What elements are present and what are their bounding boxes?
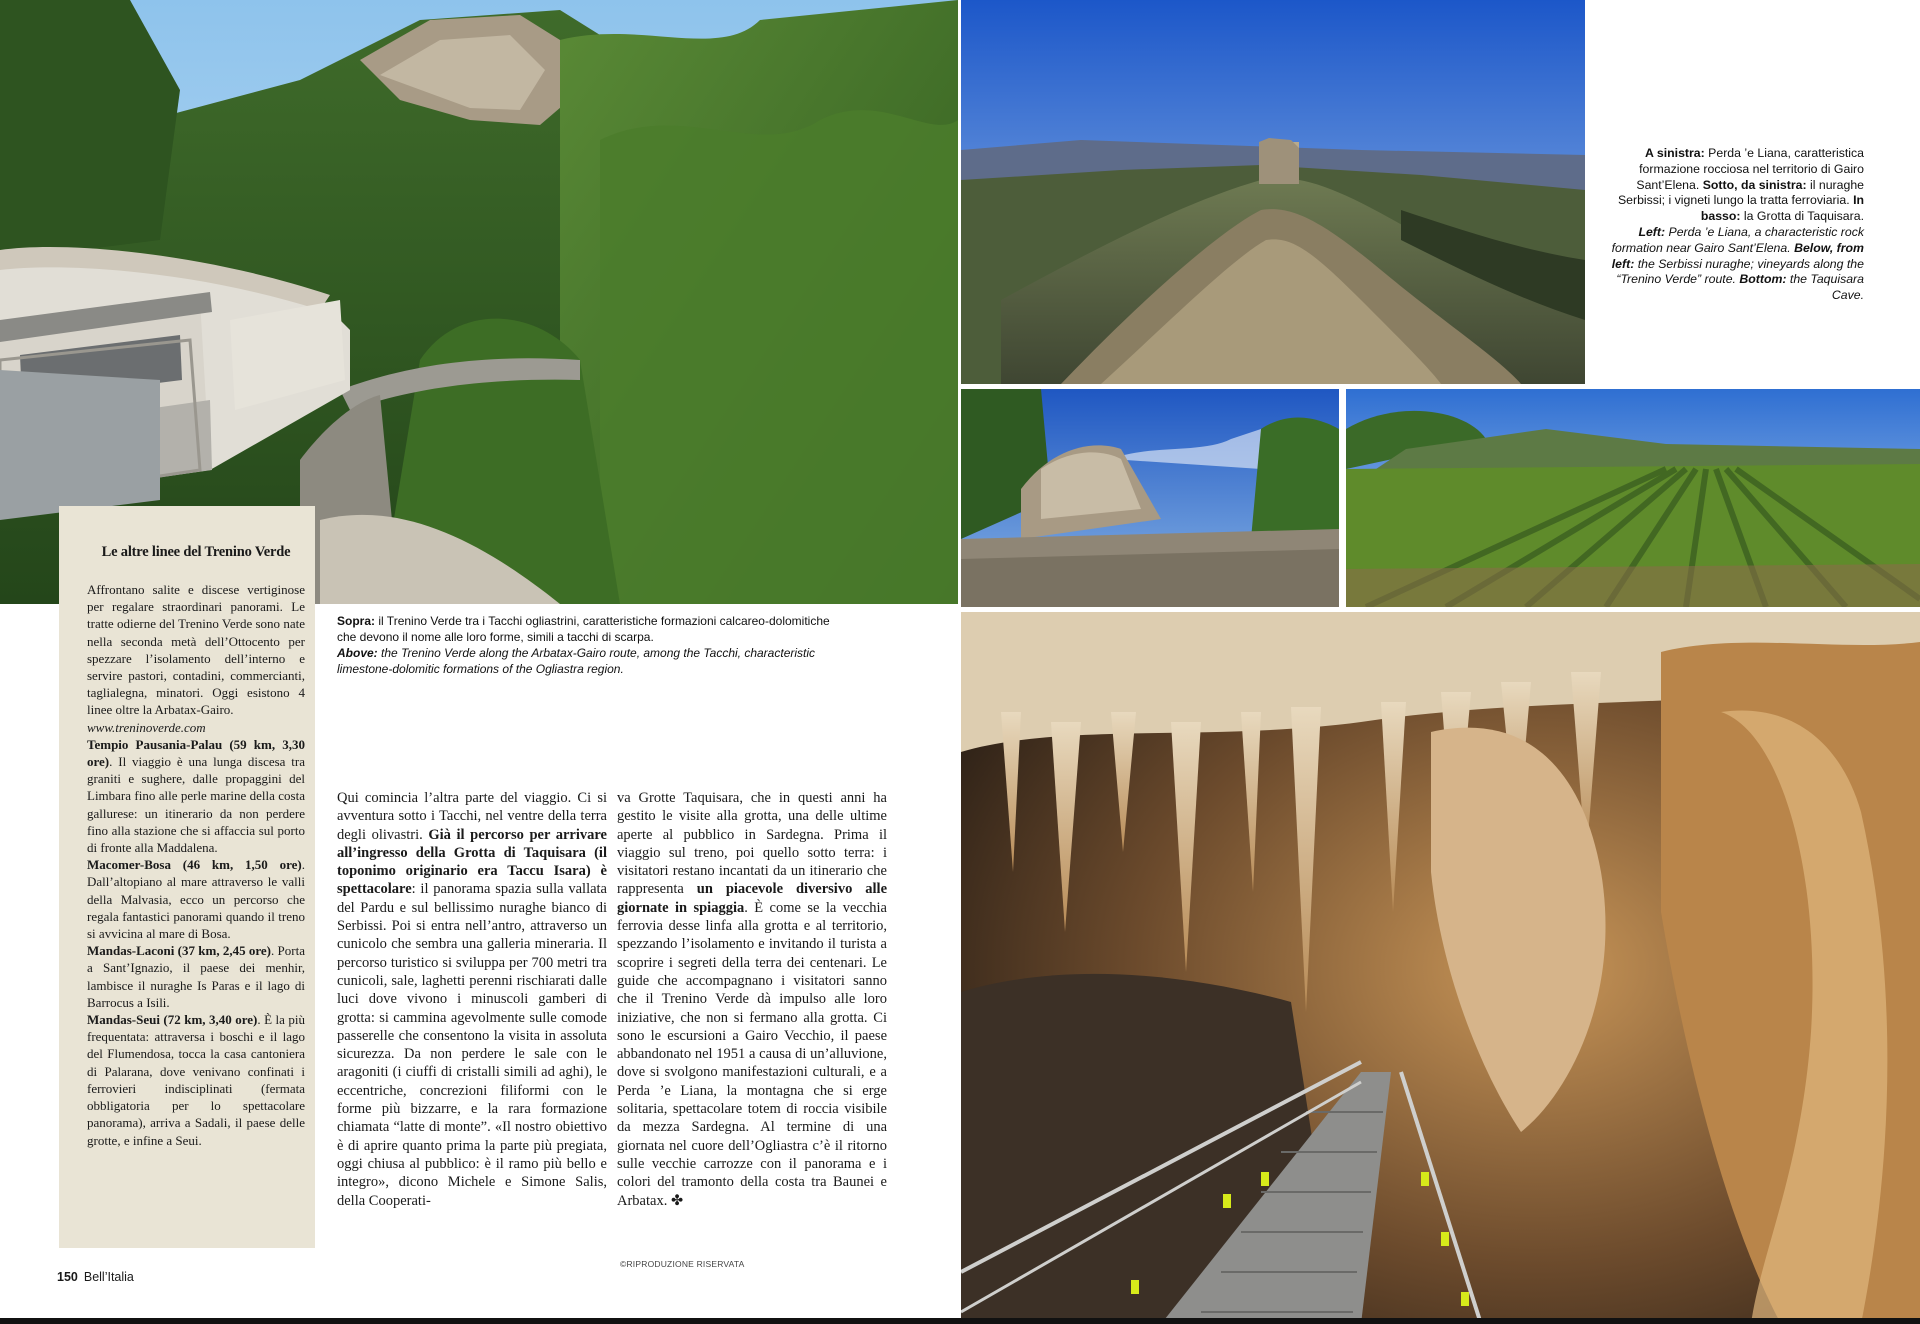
article-text: . È come se la vecchia ferrovia desse linfa alla grotta e al territorio, spezzando l’isolamento e invitando il turista a scoprire i segreti della terra dei centenari. Le guide che accompagnano i visitatori sanno che il Trenino Verde dà impulso alle loro iniziative, che non si fermano alla grotta. Ci sono le escursioni a Gairo Vecchio, il paese abbandonato nel 1951 a causa di un’alluvione, dove si svolgono manifestazioni culturali, e a Perda ’e Liana, la montagna che si erge solitaria, spettacolare totem di roccia visibile da mezza Sardegna. Al termine di una giornata nel cuore dell’Ogliastra c’è il ritorno sulle vecchie carrozze con il panorama e i colori del tramonto della costa tra Baunei e Arbatax. ✤	[617, 899, 887, 1209]
caption-text-en: the Trenino Verde along the Arbatax-Gairo route, among the Tacchi, characteristic limestone-dolomitic formations of the Ogliastra region.	[337, 646, 816, 676]
caption-text: il nuraghe Serbissi; i vigneti lungo la tratta ferroviaria.	[1617, 177, 1864, 208]
article-text: va Grotte Taquisara, che in questi anni ha gestito le visite alla grotta, una delle ultime aperte al pubblico in Sardegna. Prima il viaggio sul treno, poi quello sotto terra: i visitatori restano incantati da un itinerario che rappresenta	[617, 790, 887, 898]
page-number: 150	[57, 1270, 78, 1284]
caption-label: Left:	[1638, 224, 1666, 239]
magazine-name: Bell’Italia	[83, 1270, 134, 1284]
route-text: Il viaggio è una lunga discesa tra graniti e sughere, dalle propaggini del Limbara fino alle perle marine della costa gallurese: un itinerario da non perdere fino alla stazione che si affaccia sul porto di fronte alla Maddalena.	[87, 754, 306, 856]
caption-label-en: Above:	[337, 646, 378, 660]
route-text: Dall’altopiano al mare attraverso le valli della Malvasia, ecco un percorso che regala fantastici panorami quando il treno si avvicina al mare di Bosa.	[87, 874, 305, 942]
article-highlight: Già il percorso per arrivare all’ingresso della Grotta di Taquisara (il toponimo originario era Taccu Isara) è spettacolare	[337, 826, 607, 898]
caption-label: Sotto, da sinistra:	[1702, 177, 1807, 192]
caption-text: the Taquisara Cave.	[1789, 272, 1864, 303]
sidebar-body: Affrontano salite e discese vertiginose per regalare straordinari panorami. Le tratte odierne del Trenino Verde sono nate nella seconda metà dell’Ottocento per spezzare l’isolamento dell’interno e servire pastori, contadini, commercianti, taglialegna, minatori. Oggi esistono 4 linee oltre la Arbatax-Gairo. www.treninoverde.com Tempio Pausania-Palau (59 km, 3,30 ore). Il viaggio è una lunga discesa tra graniti e sughere, dalle propaggini del Limbara fino alle perle marine della costa gallurese: un itinerario da non perdere fino alla stazione che si affaccia sul porto di fronte alla Maddalena. Macomer-Bosa (46 km, 1,50 ore). Dall’altopiano al mare attraverso le valli della Malvasia, ecco un percorso che regala fantastici panorami quando il treno si avvicina al mare di Bosa. Mandas-Laconi (37 km, 2,45 ore). Porta a Sant’Ignazio, il paese dei menhir, lambisce il nuraghe Is Paras e il lago di Barrocus a Isili. Mandas-Seui (72 km, 3,40 ore). È la più frequentata: attraversa i boschi e il lago del Flumendosa, tocca la casa cantoniera di Palarana, dove venivano confinati i ferrovieri indisciplinati (fermata obbligatoria per lo spettacolare panorama), arriva a Sadali, il paese delle grotte, e infine a Seui.	[87, 582, 306, 1148]
route-text: Porta a Sant’Ignazio, il paese dei menhir, lambisce il nuraghe Is Paras e il lago di Barrocus a Isili.	[87, 943, 305, 1010]
caption-text-it: il Trenino Verde tra i Tacchi ogliastrini, caratteristiche formazioni calcareo-dolomitiche che devono il nome alle loro forme, simili a tacchi di scarpa.	[337, 614, 830, 644]
route-text: È la più frequentata: attraversa i boschi e il lago del Flumendosa, tocca la casa cantoniera di Palarana, dove venivano confinati i ferrovieri indisciplinati (fermata obbligatoria per lo spettacolare panorama), arriva a Sadali, il paese delle grotte, e infine a Seui.	[87, 1012, 306, 1148]
sidebar-url: www.treninoverde.com	[87, 719, 206, 735]
copyright-notice: ©RIPRODUZIONE RISERVATA	[620, 1259, 745, 1269]
caption-text: la Grotta di Taquisara.	[1743, 209, 1864, 224]
caption-text: Perda ’e Liana, a characteristic rock formation near Gairo Sant’Elena.	[1611, 224, 1864, 255]
article-column-1	[337, 789, 607, 1210]
article-column-2	[617, 789, 887, 1210]
route-name: Tempio Pausania-Palau (59 km, 3,30 ore)	[87, 736, 305, 770]
caption-label-it: Sopra:	[337, 614, 376, 628]
caption-label: Bottom:	[1739, 272, 1787, 287]
route-name: Macomer-Bosa (46 km, 1,50 ore)	[87, 857, 302, 873]
caption-label: A sinistra:	[1645, 146, 1705, 160]
sidebar-intro: Affrontano salite e discese vertiginose per regalare straordinari panorami. Le tratte odierne del Trenino Verde sono nate nella seconda metà dell’Ottocento per spezzare l’isolamento dell’interno e servire pastori, contadini, commercianti, taglialegna, minatori. Oggi esistono 4 linee oltre la Arbatax-Gairo.	[87, 582, 305, 718]
main-photo-caption	[337, 613, 837, 677]
perda-e-liana-photo	[961, 0, 1585, 384]
article-text: Qui comincia l’altra parte del viaggio. Ci si avventura sotto i Tacchi, nel ventre della terra degli olivastri.	[337, 790, 607, 843]
article-text: : il panorama spazia sulla vallata del Pardu e sul bellissimo nuraghe bianco di Serbissi. Poi si entra nell’antro, attraverso un cunicolo che sembra una galleria mineraria. Il percorso turistico si sviluppa per 700 metri tra cunicoli, sale, laghetti perenni rischiarati dalle luci dove vivono i minuscoli gamberi di grotta: si cammina agevolmente sulle comode passerelle che consentono la visita in assoluta sicurezza. Da non perdere le sale con le aragoniti (i ciuffi di cristalli simili ad aghi), le eccentriche, concrezioni filiformi con le forme più bizzarre, e la rara formazione chiamata “latte di monte”. «Il nostro obiettivo è di aprire quanto prima la parte più pregiata, oggi chiusa al pubblico: è il ramo più bello e integro», dicono Michele e Simone Salis, della Cooperati-	[337, 881, 607, 1209]
caption-label: Below, from left:	[1611, 240, 1864, 271]
route-name: Mandas-Seui (72 km, 3,40 ore)	[87, 1012, 258, 1028]
right-photo-caption	[1602, 146, 1864, 304]
article-highlight: un piacevole diversivo alle giornate in spiaggia	[617, 881, 888, 916]
page-gutter	[958, 0, 961, 1324]
route-name: Mandas-Laconi (37 km, 2,45 ore)	[87, 943, 272, 959]
sidebar-title: Le altre linee del Trenino Verde	[101, 544, 291, 560]
bottom-rule	[0, 1318, 1920, 1324]
taquisara-cave-photo	[961, 612, 1920, 1324]
vineyard-photo	[1346, 389, 1920, 607]
page-folio	[57, 1270, 134, 1284]
sidebar-box	[59, 506, 315, 1248]
nuraghe-serbissi-photo	[961, 389, 1339, 607]
caption-text: the Serbissi nuraghe; vineyards along the “Trenino Verde” route.	[1616, 256, 1864, 287]
caption-text: Perda ’e Liana, caratteristica formazione rocciosa nel territorio di Gairo Sant’Elena.	[1636, 146, 1864, 192]
caption-label: In basso:	[1700, 193, 1864, 224]
